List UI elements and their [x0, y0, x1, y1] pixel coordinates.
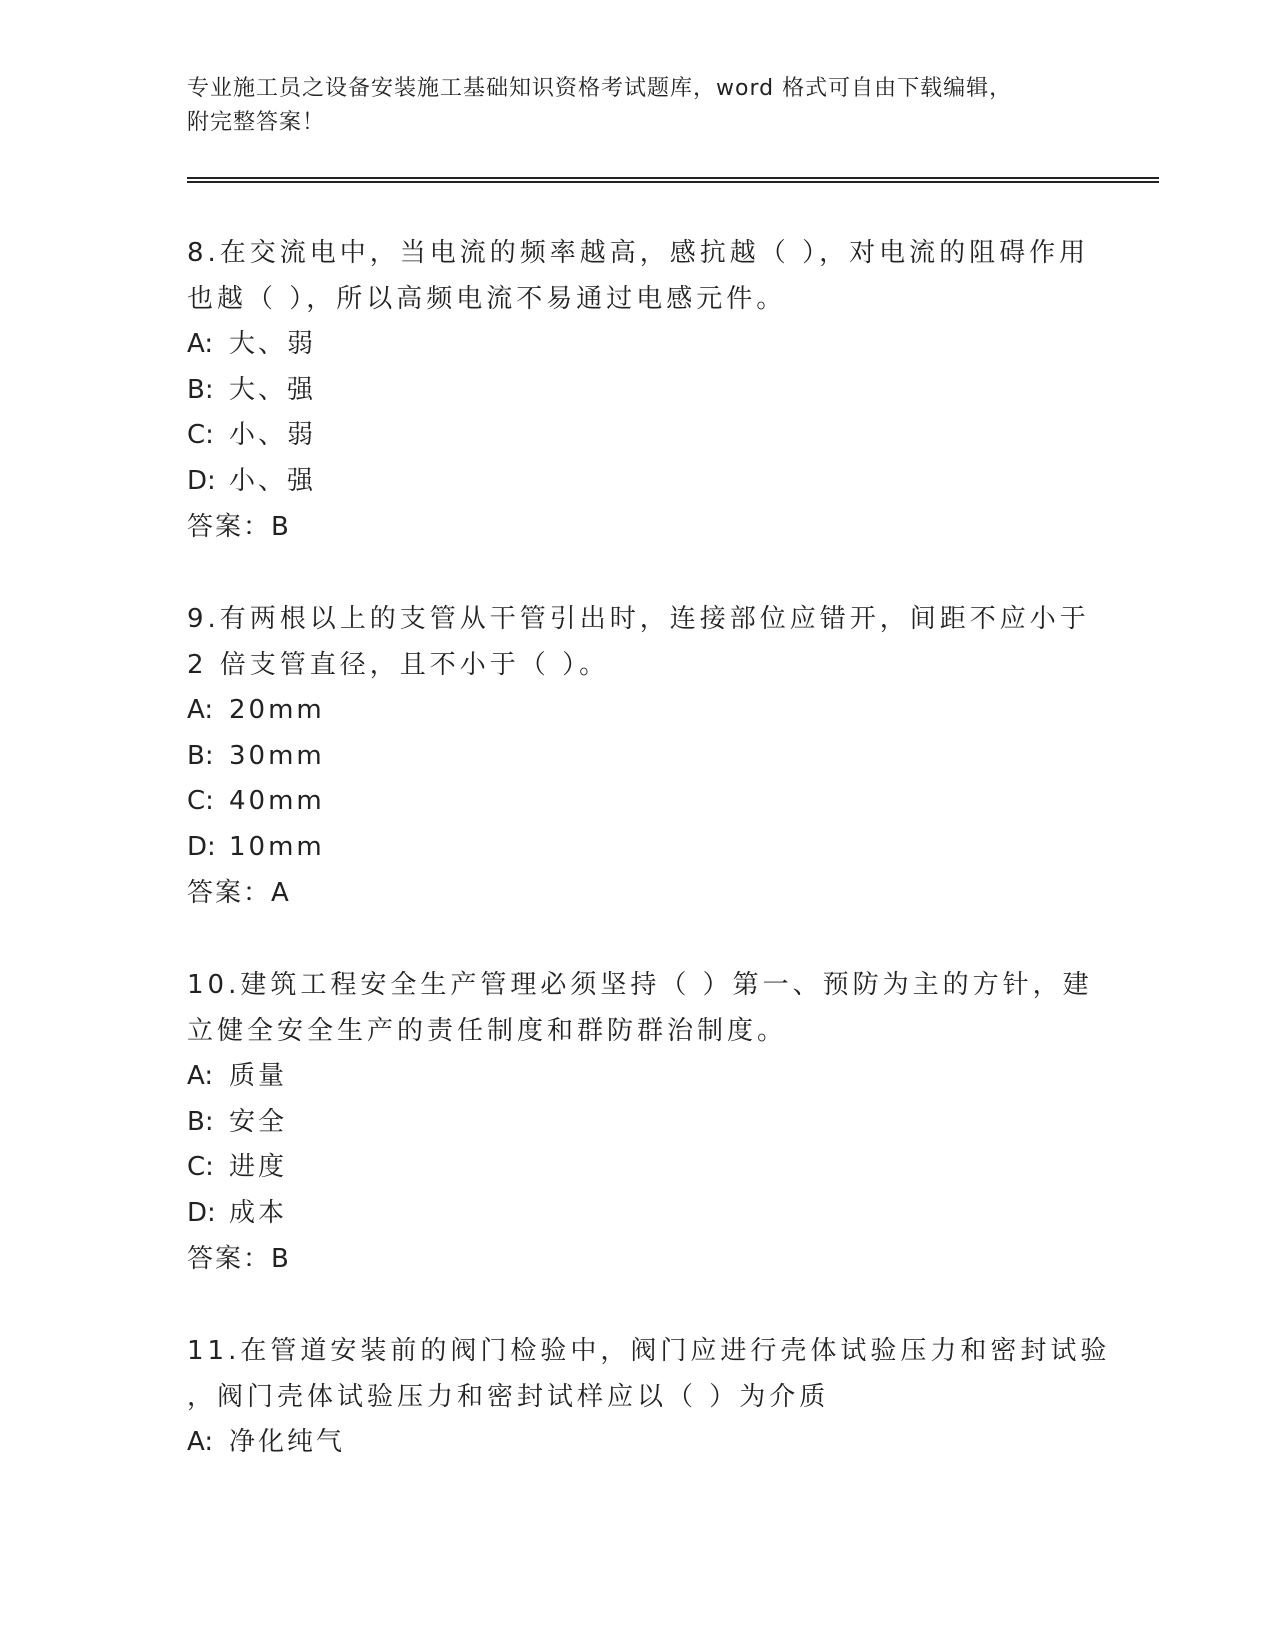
option-text: 小、弱	[229, 420, 317, 450]
question-text-line: 11.在管道安装前的阀门检验中，阀门应进行壳体试验压力和密封试验	[187, 1336, 1111, 1366]
option-c	[187, 1145, 1087, 1191]
document-page	[187, 0, 1159, 1650]
question-list	[187, 230, 1111, 1512]
option-letter: D:	[187, 465, 216, 496]
option-letter: B:	[187, 740, 214, 771]
option-letter: C:	[187, 1152, 214, 1182]
option-text: 安全	[229, 1106, 288, 1137]
question-11	[187, 1328, 1111, 1466]
option-text: 大、弱	[229, 329, 317, 359]
header-line-1: 专业施工员之设备安装施工基础知识资格考试题库，word 格式可自由下载编辑，	[187, 76, 1013, 101]
question-text-line: 10.建筑工程安全生产管理必须坚持（ ）第一、预防为主的方针，建	[187, 970, 1093, 1000]
option-text: 净化纯气	[229, 1427, 346, 1457]
option-text: 成本	[229, 1197, 288, 1228]
option-text: 20mm	[229, 695, 325, 725]
answer-label: 答案：A	[187, 878, 291, 908]
question-9	[187, 596, 1090, 916]
answer-label: 答案：B	[187, 512, 291, 542]
option-letter: C:	[187, 786, 214, 816]
option-text: 40mm	[229, 786, 325, 816]
option-letter: A:	[187, 1427, 214, 1457]
option-text: 大、强	[229, 374, 317, 405]
option-text: 质量	[229, 1061, 288, 1091]
option-c	[187, 413, 1087, 459]
header-line-2: 附完整答案！	[187, 110, 326, 135]
option-b	[187, 1100, 1087, 1146]
option-a	[187, 1420, 1087, 1466]
option-letter: A:	[187, 1061, 214, 1091]
answer-label: 答案：B	[187, 1244, 291, 1274]
option-d	[187, 825, 1087, 871]
question-text-line: 立健全安全生产的责任制度和群防群治制度。	[187, 1016, 788, 1046]
document-header	[187, 72, 1087, 140]
header-divider	[187, 177, 1159, 183]
option-letter: B:	[187, 374, 214, 405]
question-text-line: 也越（ ），所以高频电流不易通过电感元件。	[187, 284, 787, 314]
question-text-line: 8.在交流电中，当电流的频率越高，感抗越（ ），对电流的阻碍作用	[187, 238, 1090, 268]
option-text: 30mm	[229, 740, 325, 771]
question-text-line: ，阀门壳体试验压力和密封试样应以（ ）为介质	[187, 1382, 830, 1412]
option-text: 10mm	[229, 831, 325, 862]
question-text-line: 2 倍支管直径，且不小于（ ）。	[187, 650, 610, 680]
option-a	[187, 1054, 1087, 1100]
question-10	[187, 962, 1093, 1282]
option-a	[187, 322, 1087, 368]
option-d	[187, 459, 1087, 505]
option-letter: A:	[187, 329, 214, 359]
option-letter: A:	[187, 695, 214, 725]
option-text: 小、强	[229, 465, 317, 496]
option-b	[187, 734, 1087, 780]
option-letter: C:	[187, 420, 214, 450]
option-letter: D:	[187, 1197, 216, 1228]
option-b	[187, 368, 1087, 414]
option-c	[187, 779, 1087, 825]
option-d	[187, 1191, 1087, 1237]
option-text: 进度	[229, 1152, 288, 1182]
option-letter: D:	[187, 831, 216, 862]
question-text-line: 9.有两根以上的支管从干管引出时，连接部位应错开，间距不应小于	[187, 604, 1090, 634]
option-letter: B:	[187, 1106, 214, 1137]
question-8	[187, 230, 1090, 550]
option-a	[187, 688, 1087, 734]
